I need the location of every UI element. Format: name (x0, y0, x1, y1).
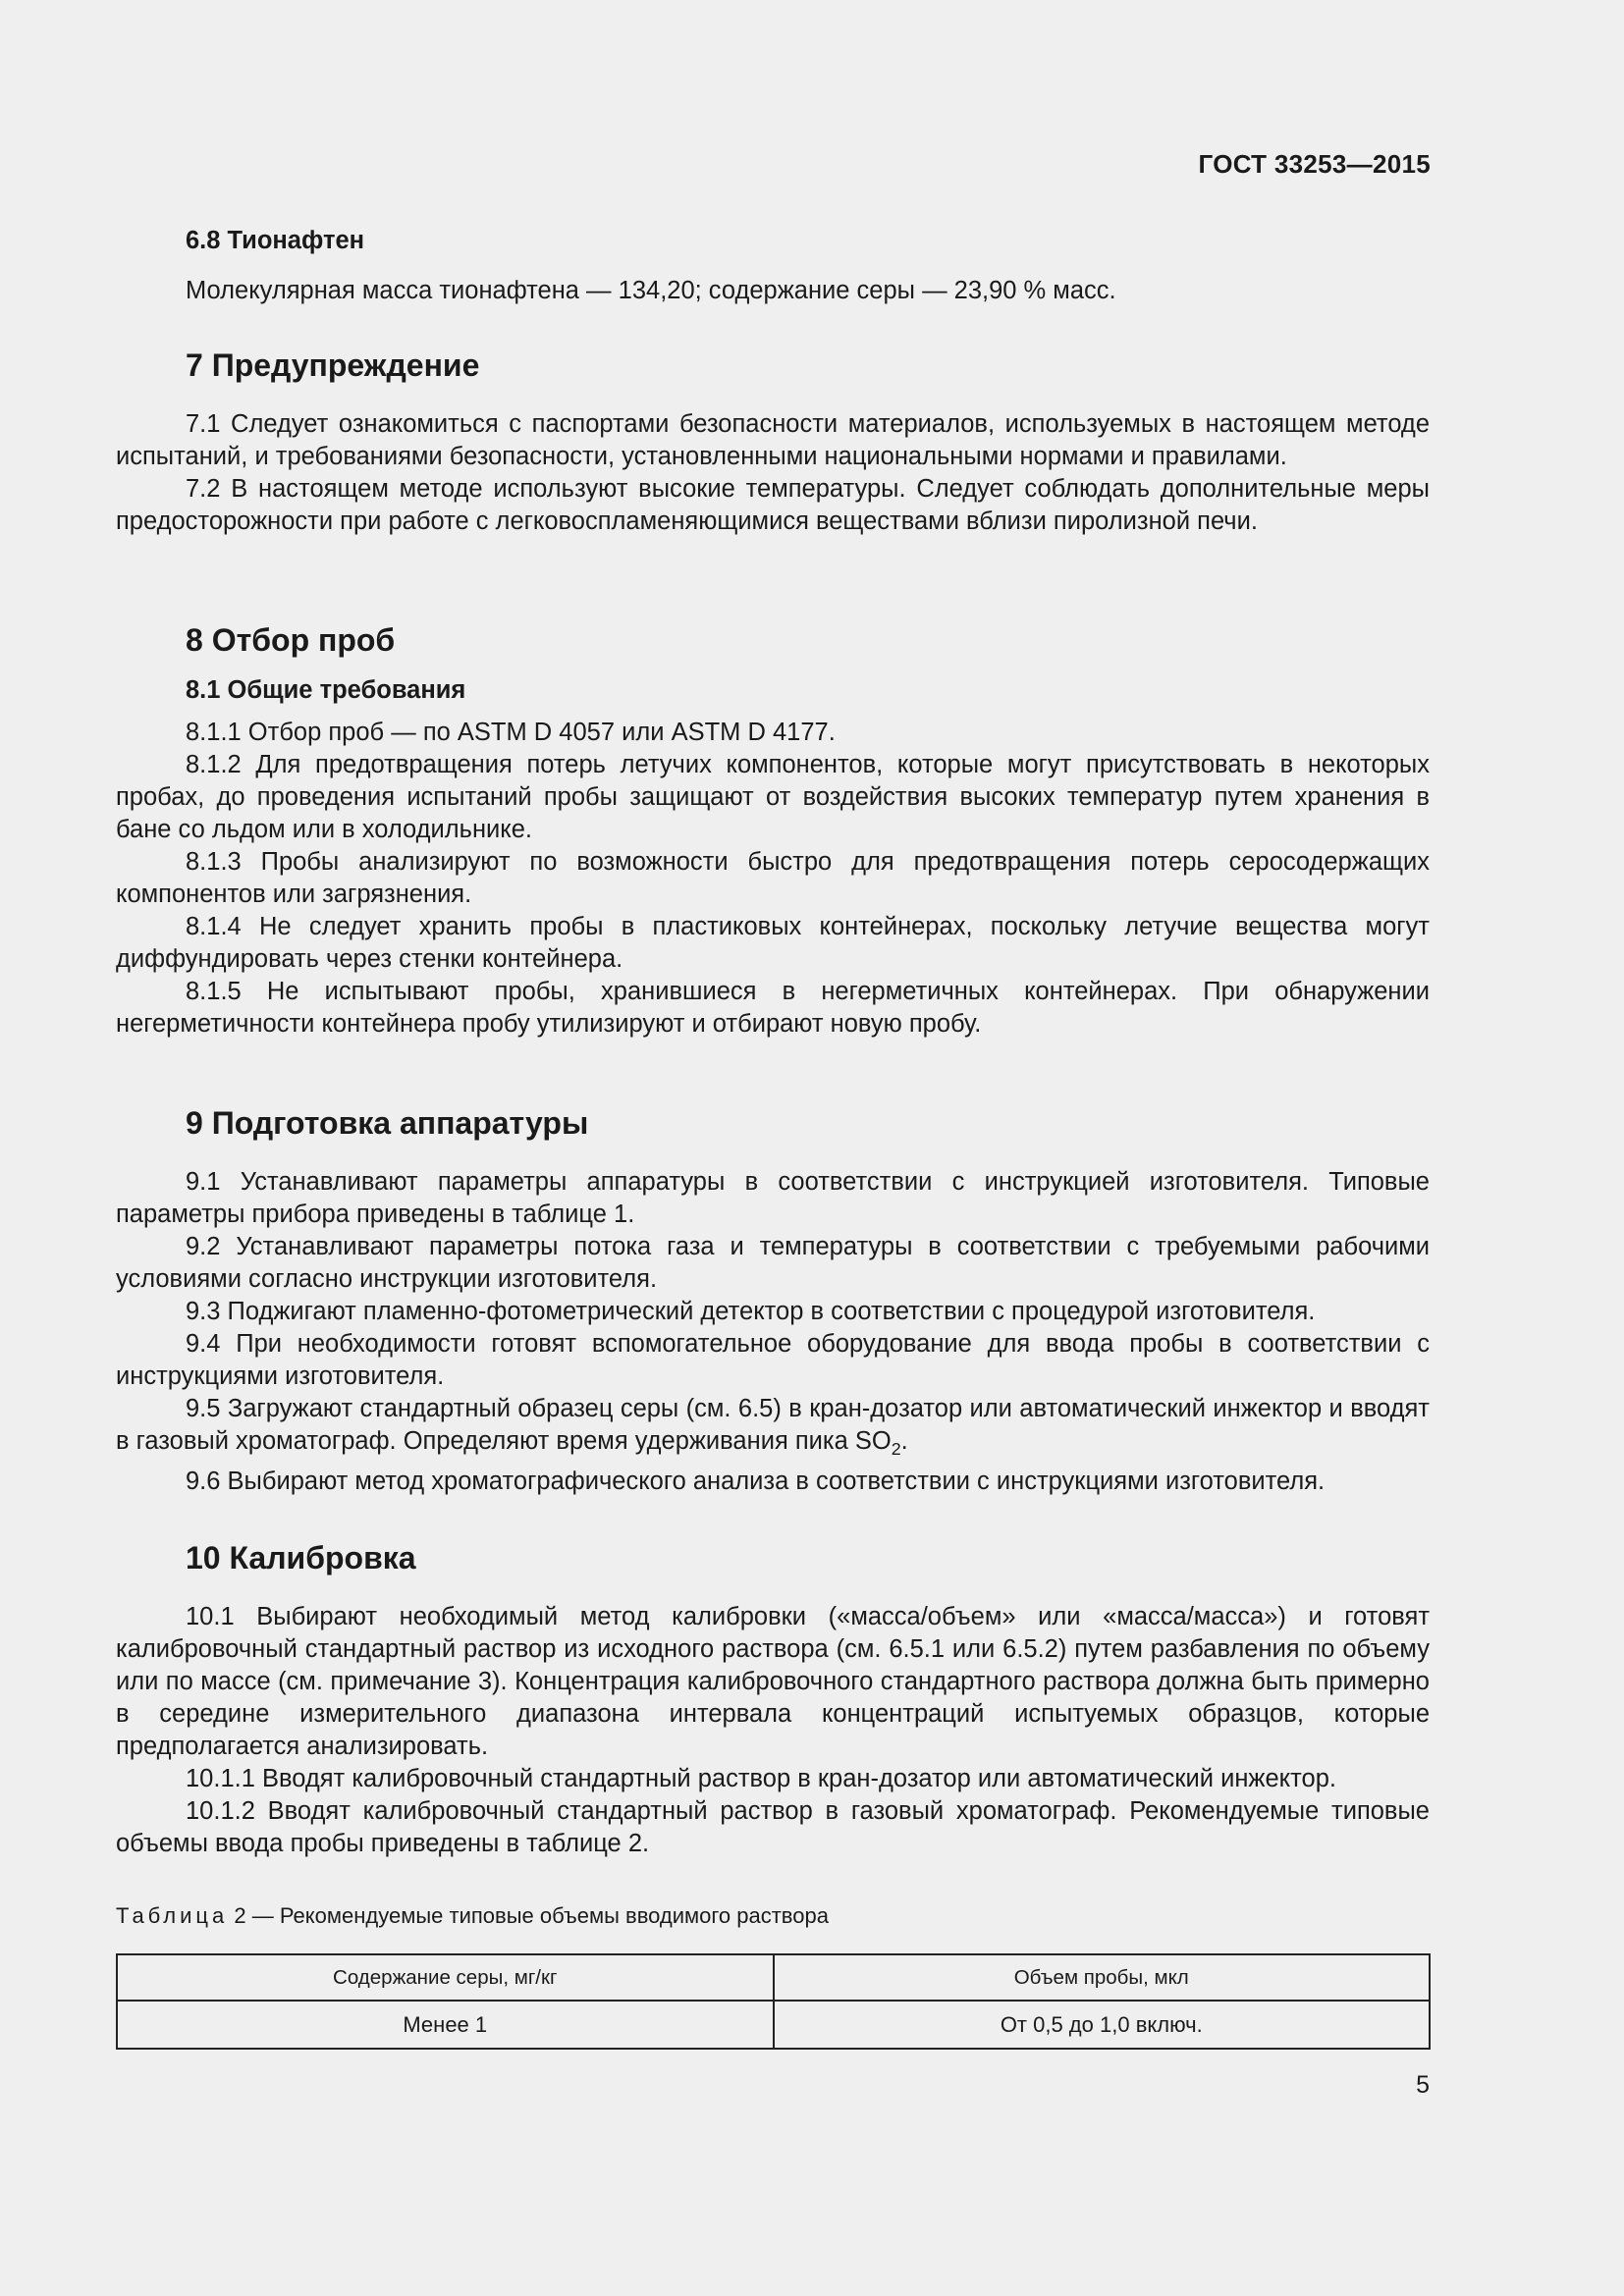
paragraph: 9.2 Устанавливают параметры потока газа и температуры в соответствии с требуемыми рабочими условиями согласно инструкции изготовителя. (116, 1233, 1430, 1293)
paragraph: 8.1.4 Не следует хранить пробы в пластиковых контейнерах, поскольку летучие вещества могут диффундировать через стенки контейнера. (116, 913, 1430, 973)
section-6-8 (116, 225, 1430, 307)
table-2 (116, 1953, 1431, 2050)
paragraph (116, 1393, 1430, 1466)
section-heading: 9 Подготовка аппаратуры (186, 1105, 589, 1141)
paragraph: 9.4 При необходимости готовят вспомогательное оборудование для ввода пробы в соответствии с инструкциями изготовителя. (116, 1330, 1430, 1390)
paragraph: 10.1 Выбирают необходимый метод калибровки («масса/объем» или «масса/масса») и готовят калибровочный стандартный раствор из исходного раствора (см. 6.5.1 или 6.5.2) путем разбавления по объему или по массе (см. примечание 3). Концентрация калибровочного стандартного раствора должна быть примерно в середине измерительного диапазона интервала концентраций испытуемых образцов, которые предполагается анализировать. (116, 1603, 1430, 1760)
paragraph: 8.1.3 Пробы анализируют по возможности быстро для предотвращения потерь серосодержащих компонентов или загрязнения. (116, 848, 1430, 908)
paragraph: 8.1.1 Отбор проб — по ASTM D 4057 или ASTM D 4177. (186, 719, 836, 746)
page-number: 5 (1416, 2071, 1430, 2099)
table-caption-label: Таблица (116, 1903, 229, 1928)
paragraph: 8.1.5 Не испытывают пробы, хранившиеся в негерметичных контейнерах. При обнаружении негерметичности контейнера пробу утилизируют и отбирают новую пробу. (116, 978, 1430, 1038)
table-caption (116, 1899, 1430, 1932)
paragraph: 10.1.2 Вводят калибровочный стандартный раствор в газовый хроматограф. Рекомендуемые типовые объемы ввода пробы приведены в таблице 2. (116, 1797, 1430, 1857)
section-9 (116, 1107, 1430, 1498)
section-heading: 6.8 Тионафтен (186, 227, 365, 254)
section-heading: 8 Отбор проб (186, 622, 396, 658)
paragraph: 9.1 Устанавливают параметры аппаратуры в соответствии с инструкцией изготовителя. Типовые параметры прибора приведены в таблице 1. (116, 1168, 1430, 1228)
paragraph: 10.1.1 Вводят калибровочный стандартный раствор в кран-дозатор или автоматический инжектор. (186, 1765, 1336, 1792)
table-cell: Менее 1 (117, 2001, 774, 2049)
paragraph-end: . (900, 1427, 908, 1455)
subsection-heading: 8.1 Общие требования (186, 676, 466, 704)
subscript: 2 (891, 1439, 901, 1459)
paragraph: 9.3 Поджигают пламенно-фотометрический детектор в соответствии с процедурой изготовителя. (186, 1298, 1316, 1325)
paragraph: 8.1.2 Для предотвращения потерь летучих компонентов, которые могут присутствовать в некоторых пробах, до проведения испытаний пробы защищают от воздействия высоких температур путем хранения в бане со льдом или в холодильнике. (116, 751, 1430, 843)
column-header: Содержание серы, мг/кг (117, 1954, 774, 2001)
section-heading: 10 Калибровка (186, 1540, 416, 1575)
section-8 (116, 624, 1430, 1041)
paragraph: 7.2 В настоящем методе используют высокие температуры. Следует соблюдать дополнительные меры предосторожности при работе с легковоспламеняющимися веществами вблизи пиролизной печи. (116, 475, 1430, 535)
column-header: Объем пробы, мкл (774, 1954, 1431, 2001)
table-caption-text: 2 — Рекомендуемые типовые объемы вводимого раствора (228, 1903, 829, 1928)
table-header-row (117, 1954, 1430, 2001)
document-code: ГОСТ 33253—2015 (1198, 149, 1431, 179)
table-row (117, 2001, 1430, 2049)
section-heading: 7 Предупреждение (186, 347, 480, 383)
table-2-block (116, 1899, 1430, 2050)
table-cell: От 0,5 до 1,0 включ. (774, 2001, 1431, 2049)
paragraph: 9.6 Выбирают метод хроматографического анализа в соответствии с инструкциями изготовителя. (186, 1468, 1326, 1495)
paragraph: 7.1 Следует ознакомиться с паспортами безопасности материалов, используемых в настоящем методе испытаний, и требованиями безопасности, установленными национальными нормами и правилами. (116, 410, 1430, 470)
paragraph-text: 9.5 Загружают стандартный образец серы (см. 6.5) в кран-дозатор или автоматический инжектор и вводят в газовый хроматограф. Определяют время удерживания пика SO (116, 1395, 1430, 1455)
section-10 (116, 1542, 1430, 1860)
paragraph: Молекулярная масса тионафтена — 134,20; содержание серы — 23,90 % масс. (186, 277, 1116, 304)
section-7 (116, 349, 1430, 538)
